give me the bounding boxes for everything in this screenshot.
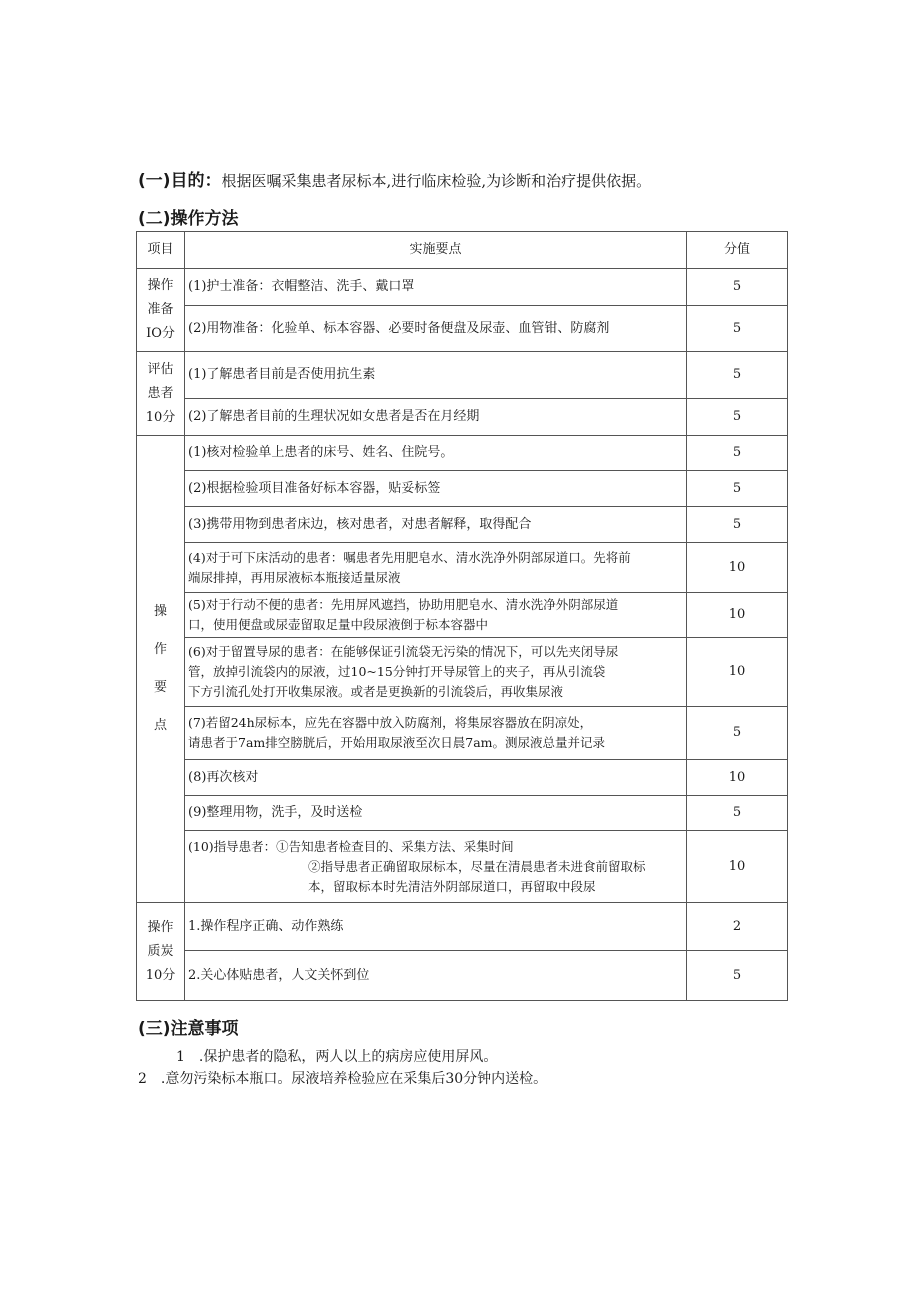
row-points: 5	[687, 951, 788, 1001]
row-points: 10	[687, 543, 788, 593]
table-row	[137, 831, 788, 903]
purpose-heading: (一)目的：	[138, 171, 222, 191]
table-row	[137, 269, 788, 306]
purpose-line	[138, 166, 651, 191]
row-points: 5	[687, 306, 788, 352]
row-text: (5)对于行动不便的患者：先用屏风遮挡，协助用肥皂水、清水洗净外阴部尿道 口，使用便盘或尿壶留取足量中段尿液倒于标本容器中	[185, 593, 687, 638]
purpose-text: 根据医嘱采集患者尿标本,进行临床检验,为诊断和治疗提供依据。	[221, 172, 652, 190]
note-item-2: 2 .意勿污染标本瓶口。尿液培养检验应在采集后30分钟内送检。	[138, 1071, 548, 1087]
table-row	[137, 471, 788, 507]
row-points: 5	[687, 471, 788, 507]
category-preparation: 操作 准备 IO分	[137, 269, 185, 352]
row-text: (2)用物准备：化验单、标本容器、必要时备便盘及尿壶、血管钳、防腐剂	[185, 306, 687, 352]
table-row	[137, 593, 788, 638]
row-text: 1.操作程序正确、动作熟练	[185, 903, 687, 951]
row-text: (10)指导患者：①告知患者检查目的、采集方法、采集时间 ②指导患者正确留取尿标本，尽量在清晨患者未进食前留取标 本，留取标本时先清洁外阴部尿道口，再留取中段尿	[185, 831, 687, 903]
note-item-1: 1 .保护患者的隐私，两人以上的病房应使用屏风。	[176, 1049, 498, 1065]
header-score: 分值	[687, 232, 788, 269]
row-points: 10	[687, 831, 788, 903]
row-text: 2.关心体贴患者，人文关怀到位	[185, 951, 687, 1001]
table-row	[137, 951, 788, 1001]
row-text: (9)整理用物，洗手，及时送检	[185, 796, 687, 831]
table-row	[137, 436, 788, 471]
table-row	[137, 507, 788, 543]
row-points: 5	[687, 399, 788, 436]
row-points: 5	[687, 796, 788, 831]
row-text: (2)了解患者目前的生理状况如女患者是否在月经期	[185, 399, 687, 436]
row-points: 5	[687, 352, 788, 399]
row-points: 2	[687, 903, 788, 951]
row-text: (1)了解患者目前是否使用抗生素	[185, 352, 687, 399]
table-row	[137, 707, 788, 760]
table-row	[137, 306, 788, 352]
table-row	[137, 760, 788, 796]
row-text: (6)对于留置导尿的患者：在能够保证引流袋无污染的情况下，可以先夹闭导尿 管，放掉引流袋内的尿液，过10~15分钟打开导尿管上的夹子，再从引流袋 下方引流孔处打开收集尿液。或者是更换新的引流袋后，再收集尿液	[185, 638, 687, 707]
row-text: (4)对于可下床活动的患者：嘱患者先用肥皂水、清水洗净外阴部尿道口。先将前 端尿排掉，再用尿液标本瓶接适量尿液	[185, 543, 687, 593]
row-text: (3)携带用物到患者床边，核对患者，对患者解释，取得配合	[185, 507, 687, 543]
method-heading: (二)操作方法	[138, 209, 239, 229]
row-points: 5	[687, 436, 788, 471]
category-assessment: 评估 患者 10分	[137, 352, 185, 436]
table-row	[137, 796, 788, 831]
category-operation-points: 操 作 要 点	[137, 436, 185, 903]
header-key-points: 实施要点	[185, 232, 687, 269]
category-quality: 操作 质炭 10分	[137, 903, 185, 1001]
table-row	[137, 903, 788, 951]
table-row	[137, 638, 788, 707]
row-points: 10	[687, 638, 788, 707]
row-points: 10	[687, 760, 788, 796]
table-row	[137, 543, 788, 593]
row-text: (1)护士准备：衣帽整洁、洗手、戴口罩	[185, 269, 687, 306]
row-text: (7)若留24h尿标本，应先在容器中放入防腐剂，将集尿容器放在阴凉处， 请患者于7am排空膀胱后，开始用取尿液至次日晨7am。测尿液总量并记录	[185, 707, 687, 760]
notes-heading: (三)注意事项	[138, 1019, 239, 1039]
table-row	[137, 399, 788, 436]
row-points: 5	[687, 269, 788, 306]
row-points: 10	[687, 593, 788, 638]
table-row	[137, 352, 788, 399]
row-text: (8)再次核对	[185, 760, 687, 796]
procedure-table	[136, 231, 788, 1001]
row-points: 5	[687, 507, 788, 543]
row-text: (2)根据检验项目准备好标本容器，贴妥标签	[185, 471, 687, 507]
row-text: (1)核对检验单上患者的床号、姓名、住院号。	[185, 436, 687, 471]
row-points: 5	[687, 707, 788, 760]
header-item: 项目	[137, 232, 185, 269]
table-header-row	[137, 232, 788, 269]
